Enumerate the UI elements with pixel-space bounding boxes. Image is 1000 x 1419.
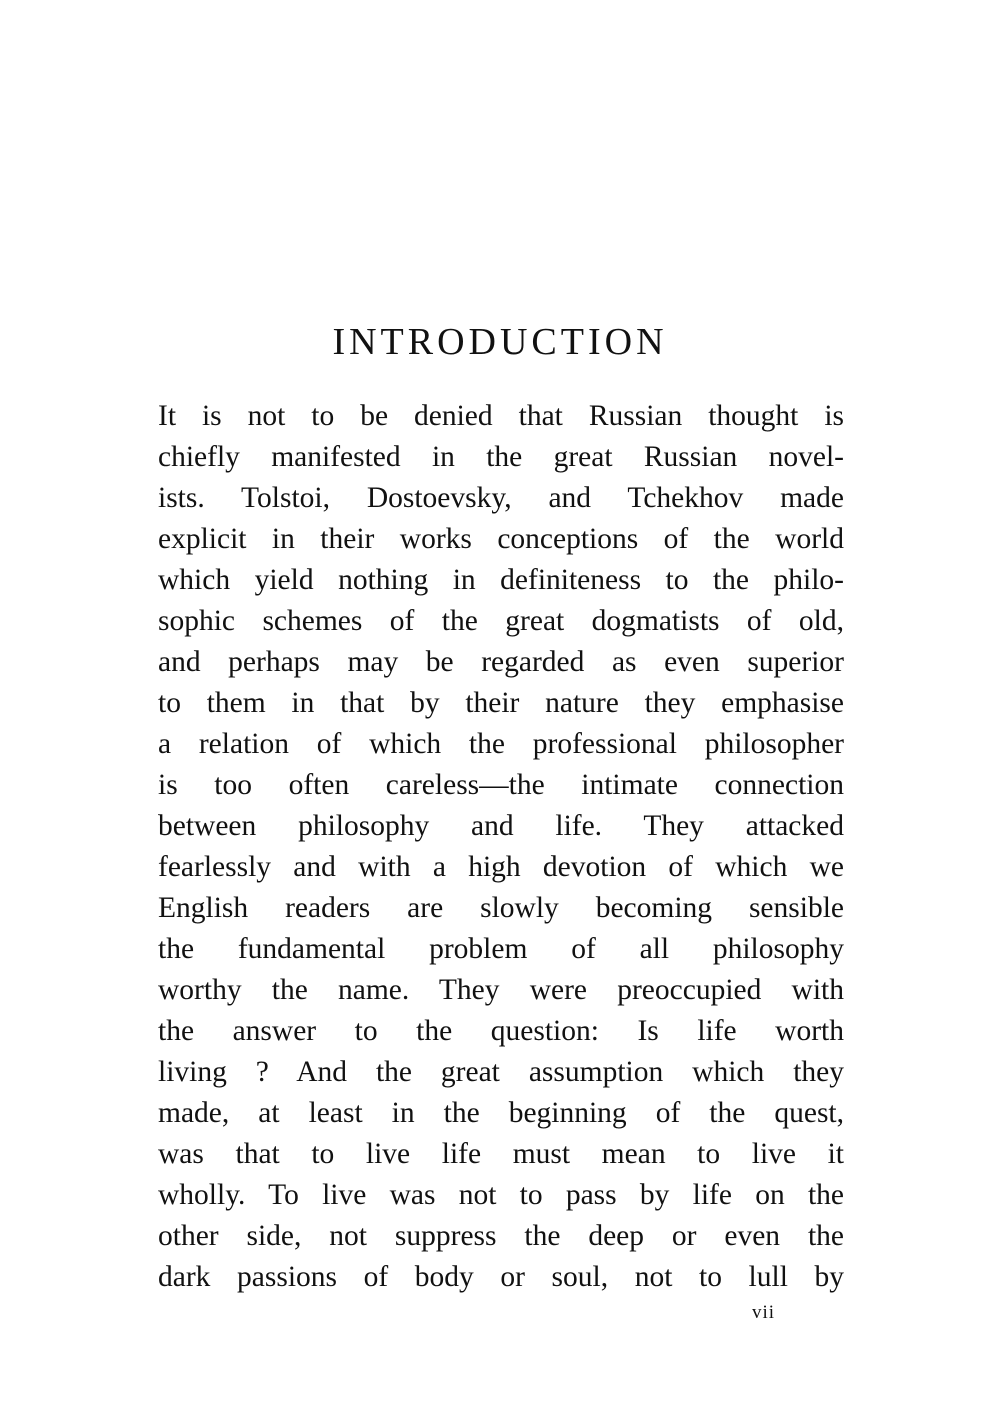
text-line: the fundamental problem of all philosophy (158, 933, 844, 965)
text-line: which yield nothing in definiteness to the philo- (158, 564, 844, 596)
text-line: to them in that by their nature they emphasise (158, 687, 844, 719)
text-line: living ? And the great assumption which they (158, 1056, 844, 1088)
text-line: sophic schemes of the great dogmatists of old, (158, 605, 844, 637)
text-line: explicit in their works conceptions of the world (158, 523, 844, 555)
text-line: It is not to be denied that Russian thought is (158, 400, 844, 432)
text-line: the answer to the question: Is life worth (158, 1015, 844, 1047)
text-line: worthy the name. They were preoccupied with (158, 974, 844, 1006)
text-line: wholly. To live was not to pass by life on the (158, 1179, 844, 1211)
text-line: and perhaps may be regarded as even superior (158, 646, 844, 678)
text-line: is too often careless—the intimate connection (158, 769, 844, 801)
text-line: dark passions of body or soul, not to lull by (158, 1261, 844, 1293)
chapter-heading: INTRODUCTION (332, 321, 668, 363)
text-line: ists. Tolstoi, Dostoevsky, and Tchekhov made (158, 482, 844, 514)
text-line: between philosophy and life. They attacked (158, 810, 844, 842)
text-line: made, at least in the beginning of the quest, (158, 1097, 844, 1129)
page-number: vii (752, 1302, 776, 1323)
text-line: other side, not suppress the deep or even the (158, 1220, 844, 1252)
text-line: was that to live life must mean to live it (158, 1138, 844, 1170)
text-line: English readers are slowly becoming sensible (158, 892, 844, 924)
text-line: fearlessly and with a high devotion of which we (158, 851, 844, 883)
text-line: chiefly manifested in the great Russian novel- (158, 441, 844, 473)
text-line: a relation of which the professional philosopher (158, 728, 844, 760)
body-paragraph (158, 396, 844, 1298)
